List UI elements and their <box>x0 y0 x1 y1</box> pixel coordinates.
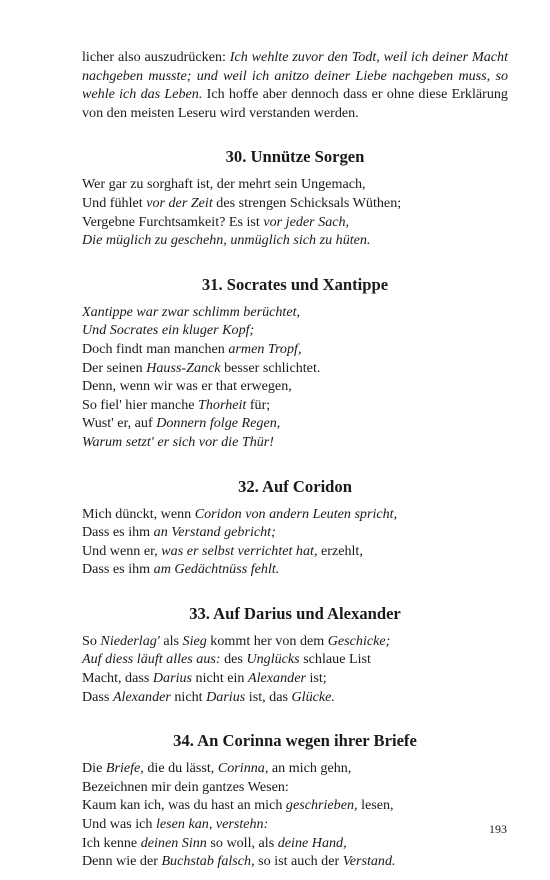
italic-text: Buchstab falsch, <box>161 853 255 870</box>
poem-line <box>82 377 508 396</box>
text-segment: für; <box>246 396 271 413</box>
text-segment: Denn wie der <box>82 853 162 870</box>
poem-line <box>82 414 508 433</box>
text-segment: als <box>159 632 183 649</box>
text-segment: erzehlt, <box>317 542 363 559</box>
text-segment: Mich dünckt, wenn <box>82 505 195 522</box>
poem-title: 31. Socrates und Xantippe <box>201 274 389 294</box>
text-segment: Ich hoffe aber dennoch dass er ohne diese Erklärung von den meisten Leseru wird verstanden werden. <box>82 86 508 121</box>
italic-text: Alexander <box>248 670 306 687</box>
text-segment: lesen, <box>357 797 394 814</box>
poem-line <box>82 796 508 815</box>
poem-title: 33. Auf Darius und Alexander <box>189 603 401 623</box>
italic-text: Warum setzt' er sich vor die Thür! <box>82 433 274 450</box>
italic-text: Ich wehlte zuvor den Todt, weil ich deiner Macht nachgeben musste; und weil ich anitzo deiner Liebe nachgeben muss, so wehle ich das Leben. <box>82 49 508 103</box>
text-segment: Dass es ihm <box>82 561 154 578</box>
text-segment: Doch findt man manchen <box>82 340 229 357</box>
italic-text: was er selbst verrichtet hat, <box>161 542 318 559</box>
text-segment: Dass <box>82 688 113 705</box>
text-segment: besser schlichtet. <box>220 359 321 376</box>
poem-line <box>82 542 508 561</box>
italic-text: Die müglich zu geschehn, unmüglich sich zu hüten. <box>82 232 371 249</box>
poem-section <box>82 604 508 706</box>
text-segment: so ist auch der <box>254 853 343 870</box>
text-segment: So <box>82 632 101 649</box>
italic-text: geschrieben, <box>285 797 358 814</box>
poem-line <box>82 359 508 378</box>
poem-title: 34. An Corinna wegen ihrer Briefe <box>173 731 417 751</box>
italic-text: Coridon von andern Leuten spricht, <box>194 505 398 522</box>
poem-line <box>82 303 508 322</box>
text-segment: Ich kenne <box>82 834 141 851</box>
poem-line <box>82 321 508 340</box>
text-segment: Und fühlet <box>82 194 147 211</box>
text-segment: die du lässt, <box>143 760 218 777</box>
italic-text: Corinna, <box>217 760 269 777</box>
italic-text: Glücke. <box>291 688 335 705</box>
text-segment: Denn, wenn wir was er that erwegen, <box>82 378 292 395</box>
italic-text: armen Tropf, <box>228 340 302 357</box>
text-segment: Vergebne Furchtsamkeit? Es ist <box>82 213 264 230</box>
italic-text: Geschicke; <box>327 632 391 649</box>
text-segment: Und was ich <box>82 816 156 833</box>
text-segment: nicht ein <box>192 670 249 687</box>
italic-text: Donnern folge Regen, <box>156 415 281 432</box>
poem-line <box>82 194 508 213</box>
text-segment: Und wenn er, <box>82 542 162 559</box>
text-segment: Wer gar zu sorghaft ist, der mehrt sein Ungemach, <box>82 176 366 193</box>
poem-title: 32. Auf Coridon <box>238 476 352 496</box>
italic-text: Sieg <box>182 632 207 649</box>
italic-text: Unglücks <box>246 651 300 668</box>
italic-text: Auf diess läuft alles aus: <box>82 651 221 668</box>
text-segment: Dass es ihm <box>82 524 154 541</box>
text-segment: Der seinen <box>82 359 147 376</box>
italic-text: lesen kan, verstehn: <box>155 816 269 833</box>
italic-text: vor jeder Sach, <box>263 213 350 230</box>
italic-text: Verstand. <box>342 853 396 870</box>
poem-section <box>82 147 508 249</box>
italic-text: vor der Zeit <box>146 194 213 211</box>
italic-text: Thorheit <box>198 396 247 413</box>
text-segment: des <box>220 651 247 668</box>
text-segment: Macht, dass <box>82 670 153 687</box>
text-segment: licher also auszudrücken: <box>82 49 230 65</box>
page-number: 193 <box>489 822 507 836</box>
italic-text: deinen Sinn <box>140 834 207 851</box>
text-segment: nicht <box>170 688 207 705</box>
poem-line <box>82 759 508 778</box>
poem-line <box>82 834 508 853</box>
poem-line <box>82 523 508 542</box>
italic-text: Xantippe war zwar schlimm berüchtet, <box>82 303 301 320</box>
italic-text: Und Socrates ein kluger Kopf; <box>82 322 255 339</box>
poem-line <box>82 669 508 688</box>
text-segment: Die <box>82 760 106 777</box>
poem-line <box>82 175 508 194</box>
italic-text: Briefe, <box>105 760 144 777</box>
page-body <box>82 48 508 871</box>
text-segment: So fiel' hier manche <box>82 396 199 413</box>
poem-title: 30. Unnütze Sorgen <box>225 147 365 167</box>
italic-text: Darius <box>152 670 193 687</box>
italic-text: deine Hand, <box>277 834 347 851</box>
italic-text: an Verstand gebricht; <box>153 524 276 541</box>
poem-line <box>82 340 508 359</box>
poem-line <box>82 632 508 651</box>
italic-text: Alexander <box>112 688 171 705</box>
italic-text: Hauss-Zanck <box>146 359 221 376</box>
italic-text: Darius <box>206 688 246 705</box>
poem-list <box>82 147 508 870</box>
text-segment: ist; <box>305 670 327 687</box>
poem-line <box>82 688 508 707</box>
text-segment: Wust' er, auf <box>82 415 157 432</box>
poem-line <box>82 396 508 415</box>
poem-line <box>82 778 508 797</box>
poem-line <box>82 231 508 250</box>
poem-line <box>82 213 508 232</box>
text-segment: kommt her von dem <box>206 632 328 649</box>
poem-line <box>82 650 508 669</box>
poem-line <box>82 433 508 452</box>
text-segment: schlaue List <box>299 651 371 668</box>
italic-text: Niederlag' <box>100 632 160 649</box>
poem-section <box>82 731 508 871</box>
text-segment: an mich gehn, <box>268 760 352 777</box>
poem-section <box>82 275 508 452</box>
text-segment: so woll, als <box>206 834 278 851</box>
poem-line <box>82 815 508 834</box>
italic-text: am Gedächtnüss fehlt. <box>153 561 280 578</box>
text-segment: Kaum kan ich, was du hast an mich <box>82 797 286 814</box>
text-segment: ist, das <box>245 688 292 705</box>
intro-paragraph <box>82 48 508 122</box>
poem-line <box>82 505 508 524</box>
poem-line <box>82 560 508 579</box>
poem-line <box>82 852 508 871</box>
text-segment: Bezeichnen mir dein gantzes Wesen: <box>82 778 289 795</box>
text-segment: des strengen Schicksals Wüthen; <box>212 194 402 211</box>
poem-section <box>82 477 508 579</box>
